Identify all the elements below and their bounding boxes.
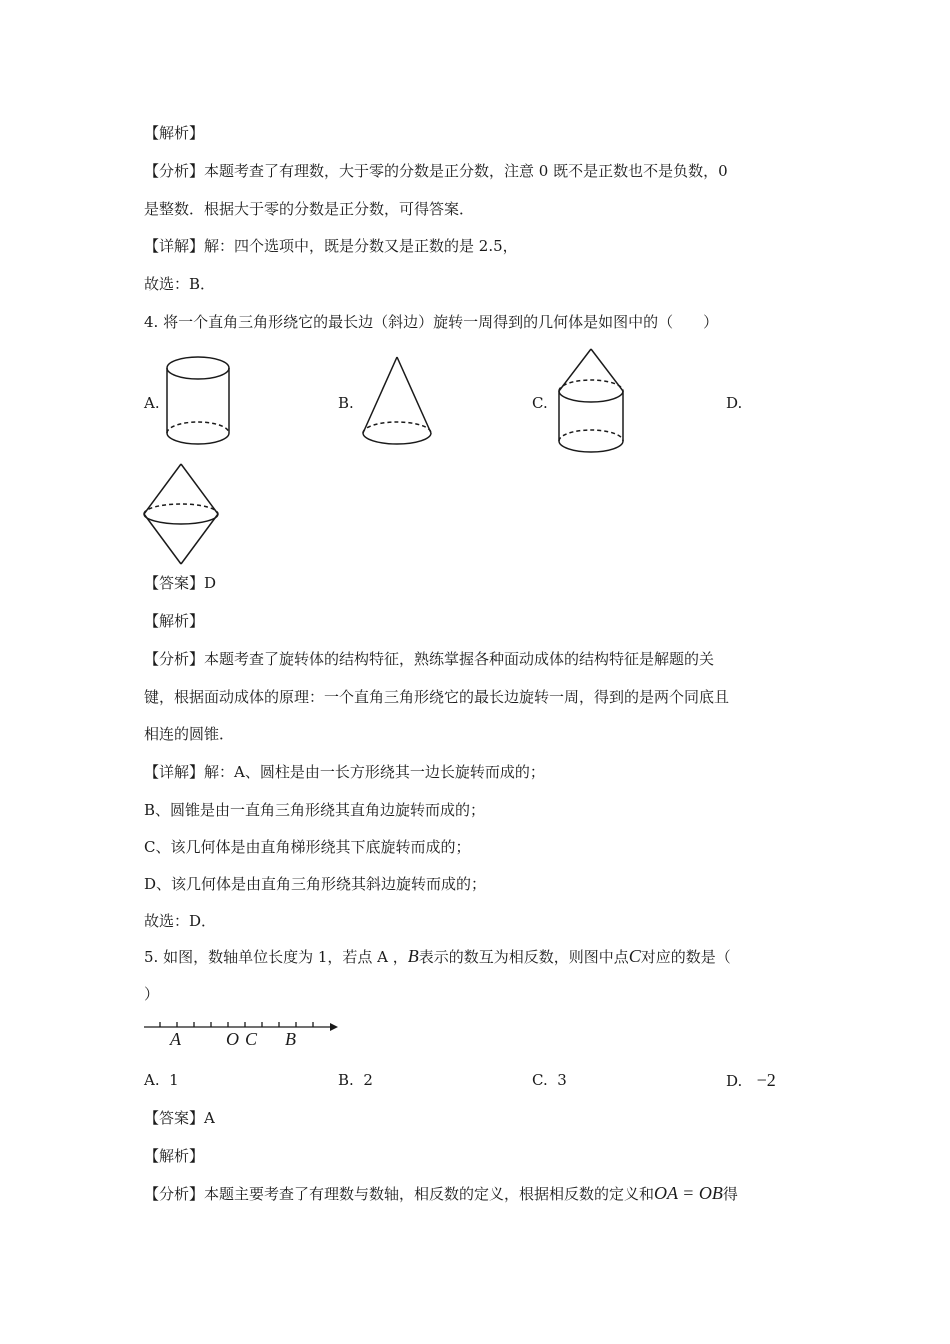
q4-jiexi-heading: 【解析】 — [144, 612, 205, 630]
q3-analysis-line-2: 是整数．根据大于零的分数是正分数，可得答案． — [144, 200, 475, 218]
q5-option-b-label: B. — [338, 1071, 354, 1089]
q5-analysis-pre: 【分析】本题主要考查了有理数与数轴，相反数的定义，根据相反数的定义和 — [144, 1185, 655, 1203]
q5-option-a-value: 1 — [169, 1071, 179, 1089]
q5-var-b: B — [407, 946, 419, 966]
q4-option-b-label: B. — [338, 394, 354, 412]
q5-option-d — [726, 1070, 776, 1091]
q5-stem-pre: 5. 如图，数轴单位长度为 1，若点 A ， — [144, 948, 408, 966]
q5-option-a-label: A. — [144, 1071, 160, 1089]
axis-label-o: O — [226, 1029, 239, 1049]
q5-stem — [144, 946, 731, 967]
q4-answer: 【答案】D — [144, 574, 217, 592]
axis-label-a: A — [170, 1029, 181, 1049]
q4-option-d-label: D. — [726, 394, 743, 412]
q3-choice: 故选：B． — [144, 275, 216, 293]
q5-analysis-post: 得 — [722, 1185, 738, 1203]
q3-detail: 【详解】解：四个选项中，既是分数又是正数的是 2.5， — [144, 237, 518, 255]
q4-analysis-line-3: 相连的圆锥． — [144, 725, 235, 743]
q5-stem-post: 对应的数是（ — [640, 948, 731, 966]
q4-stem: 4. 将一个直角三角形绕它的最长边（斜边）旋转一周得到的几何体是如图中的（ ） — [144, 313, 719, 331]
q4-analysis-line-1: 【分析】本题考查了旋转体的结构特征，熟练掌握各种面动成体的结构特征是解题的关 — [144, 650, 715, 668]
axis-label-b: B — [285, 1029, 296, 1049]
q5-analysis-line-1 — [144, 1183, 738, 1204]
q4-detail-d: D、该几何体是由直角三角形绕其斜边旋转而成的； — [144, 875, 487, 893]
q3-analysis-line-1: 【分析】本题考查了有理数，大于零的分数是正分数，注意 0 既不是正数也不是负数，0 — [144, 162, 728, 180]
q5-answer: 【答案】A — [144, 1109, 215, 1127]
q5-option-a — [144, 1070, 179, 1090]
number-line-arrow — [330, 1023, 338, 1031]
q5-option-b — [338, 1070, 373, 1090]
q5-stem-mid: 表示的数互为相反数，则图中点 — [418, 948, 629, 966]
q5-stem-line-2: ） — [144, 985, 160, 1003]
q5-option-b-value: 2 — [363, 1071, 373, 1089]
q5-option-d-value: −2 — [756, 1070, 776, 1090]
axis-label-c: C — [245, 1029, 258, 1049]
q5-option-c-label: C. — [532, 1071, 548, 1089]
q5-jiexi-heading: 【解析】 — [144, 1147, 205, 1165]
q4-detail-c: C、该几何体是由直角梯形绕其下底旋转而成的； — [144, 838, 471, 856]
q5-option-c-value: 3 — [557, 1071, 567, 1089]
q4-detail-a: 【详解】解：A、圆柱是由一长方形绕其一边长旋转而成的； — [144, 763, 545, 781]
q4-detail-b: B、圆锥是由一直角三角形绕其直角边旋转而成的； — [144, 801, 486, 819]
q4-analysis-line-2: 键，根据面动成体的原理：一个直角三角形绕它的最长边旋转一周，得到的是两个同底且 — [144, 688, 730, 706]
q5-analysis-math: OA = OB — [654, 1183, 723, 1203]
q4-option-c-label: C. — [532, 394, 548, 412]
q3-jiexi-heading: 【解析】 — [144, 124, 205, 142]
q5-option-c — [532, 1070, 567, 1090]
q4-choice: 故选：D． — [144, 912, 217, 930]
q5-option-d-label: D. — [726, 1072, 743, 1090]
q4-option-a-label: A. — [144, 394, 160, 412]
q5-var-c: C — [628, 946, 641, 966]
